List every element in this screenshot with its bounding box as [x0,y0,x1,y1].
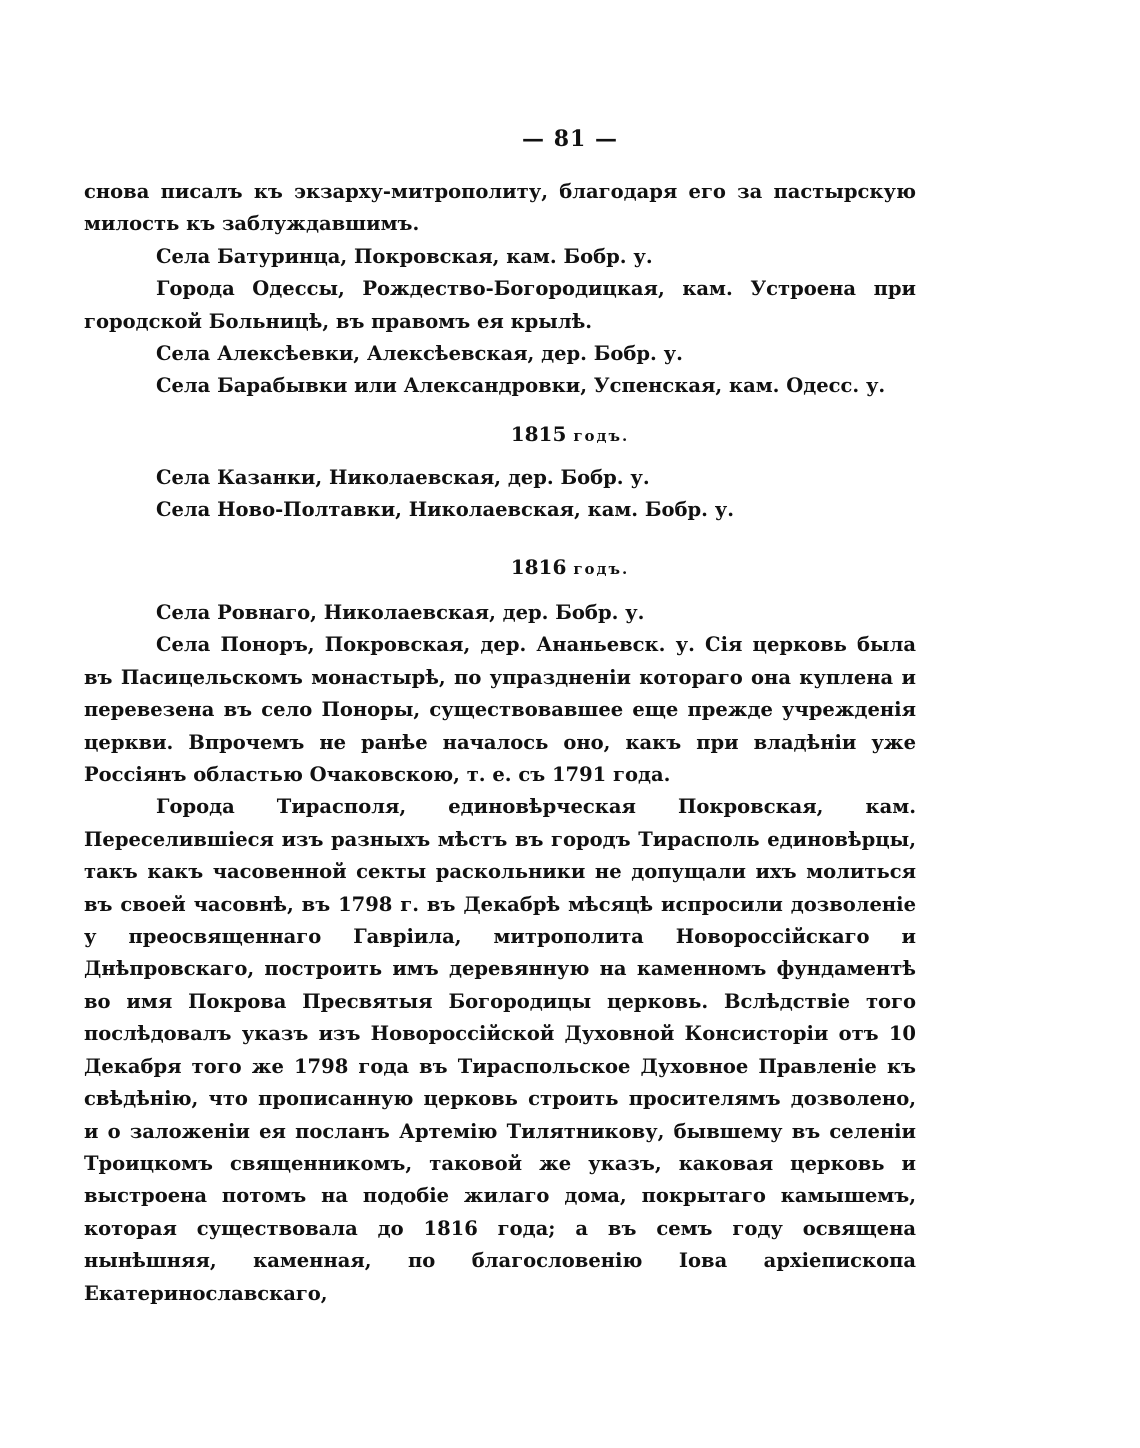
paragraph: Села Ново-Полтавки, Николаевская, кам. Бобр. у. [156,498,735,522]
paragraph: Села Ровнаго, Николаевская, дер. Бобр. у. [156,601,645,624]
text-block-1816 [84,597,916,1310]
paragraph: Города Одессы, Рождество-Богородицкая, кам. Устроена при городской Больницѣ, въ правомъ ея крылѣ. [84,277,916,333]
paragraph: Города Тирасполя, единовѣрческая Покровская, кам. Переселившіеся изъ разныхъ мѣстъ въ городъ Тирасполь единовѣрцы, такъ какъ часовенной секты раскольники не допущали ихъ молиться въ своей часовнѣ, въ 1798 г. въ Декабрѣ мѣсяцѣ испросили дозволеніе у преосвященнаго Гавріила, митрополита Новороссійскаго и Днѣпровскаго, построить имъ деревянную на каменномъ фундаментѣ во имя Покрова Пресвятыя Богородицы церковь. Вслѣдствіе того послѣдовалъ указъ изъ Новороссійской Духовной Консисторіи отъ 10 Декабря того же 1798 года въ Тираспольское Духовное Правленіе къ свѣдѣнію, что прописанную церковь строить просителямъ дозволено, и о заложеніи ея посланъ Артемію Тилятникову, бывшему въ селеніи Троицкомъ священникомъ, таковой же указъ, каковая церковь и выстроена потомъ на подобіе жилаго дома, покрытаго камышемъ, которая существовала до 1816 года; а въ семъ году освящена нынѣшняя, каменная, по благословенію Іова архіепископа Екатеринославскаго, [84,795,916,1305]
text-block-before-1815 [84,176,916,403]
page-number: — 81 — [522,126,618,152]
year-heading-1815 [0,422,1140,446]
year-number: 1815 [510,422,567,446]
year-word: годъ. [573,427,630,445]
paragraph: Села Казанки, Николаевская, дер. Бобр. у. [156,466,650,489]
year-heading-1816 [0,555,1140,579]
paragraph: снова писалъ къ экзарху-митрополиту, благодаря его за пастырскую милость къ заблуждавшимъ. [84,180,916,236]
paragraph: Села Батуринца, Покровская, кам. Бобр. у. [156,244,653,268]
paragraph: Села Поноръ, Покровская, дер. Ананьевск. у. Сія церковь была въ Пасицельскомъ монастырѣ, по упраздненіи котораго она куплена и перевезена въ село Поноры, существовавшее еще прежде учрежденія церкви. Впрочемъ не ранѣе началось оно, какъ при владѣніи уже Россіянъ областью Очаковскою, т. е. съ 1791 года. [84,633,916,787]
year-number: 1816 [510,555,567,579]
paragraph: Села Алексѣевки, Алексѣевская, дер. Бобр. у. [156,342,683,366]
text-block-1815 [84,462,916,527]
paragraph: Села Барабывки или Александровки, Успенская, кам. Одесс. у. [156,374,886,398]
year-word: годъ. [573,560,630,578]
